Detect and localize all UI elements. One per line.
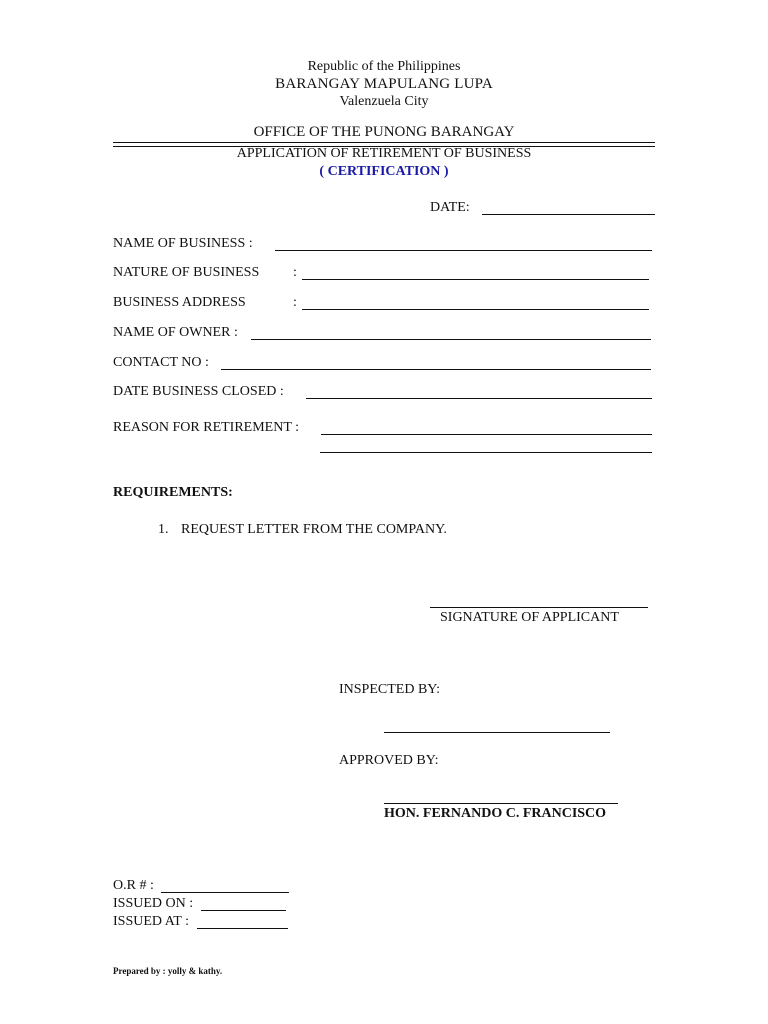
date-business-closed-label: DATE BUSINESS CLOSED :	[113, 384, 284, 399]
issued-at-line[interactable]	[197, 928, 288, 929]
header-barangay: BARANGAY MAPULANG LUPA	[275, 76, 493, 92]
requirement-number: 1.	[158, 522, 169, 537]
issued-on-label: ISSUED ON :	[113, 896, 194, 911]
name-of-business-label: NAME OF BUSINESS :	[113, 236, 253, 251]
or-number-label: O.R # :	[113, 878, 154, 893]
form-title: APPLICATION OF RETIREMENT OF BUSINESS	[236, 146, 532, 161]
nature-of-business-line[interactable]	[302, 279, 649, 280]
name-of-business-line[interactable]	[275, 250, 652, 251]
inspected-by-label: INSPECTED BY:	[339, 682, 441, 697]
business-address-label: BUSINESS ADDRESS	[113, 295, 246, 310]
nature-of-business-label: NATURE OF BUSINESS	[113, 265, 260, 280]
requirement-item: REQUEST LETTER FROM THE COMPANY.	[181, 522, 447, 537]
inspected-by-line[interactable]	[384, 732, 610, 733]
prepared-by: Prepared by : yolly & kathy.	[113, 966, 223, 976]
reason-for-retirement-line-2[interactable]	[320, 452, 652, 453]
date-business-closed-line[interactable]	[306, 398, 652, 399]
signature-label: SIGNATURE OF APPLICANT	[440, 610, 619, 625]
contact-no-label: CONTACT NO :	[113, 355, 209, 370]
requirements-heading: REQUIREMENTS:	[113, 485, 233, 500]
contact-no-line[interactable]	[221, 369, 651, 370]
reason-for-retirement-line-1[interactable]	[321, 434, 652, 435]
business-address-colon: :	[293, 295, 297, 310]
name-of-owner-label: NAME OF OWNER :	[113, 325, 238, 340]
issued-at-label: ISSUED AT :	[113, 914, 189, 929]
office-title: OFFICE OF THE PUNONG BARANGAY	[253, 124, 515, 140]
signature-line[interactable]	[430, 607, 648, 608]
reason-for-retirement-label: REASON FOR RETIREMENT :	[113, 420, 300, 435]
approved-by-label: APPROVED BY:	[339, 753, 439, 768]
header-country: Republic of the Philippines	[307, 59, 461, 74]
issued-on-line[interactable]	[201, 910, 286, 911]
form-subtitle: ( CERTIFICATION )	[319, 164, 449, 179]
date-field-line[interactable]	[482, 214, 655, 215]
header-city: Valenzuela City	[339, 94, 429, 109]
approved-by-line[interactable]	[384, 803, 618, 804]
nature-of-business-colon: :	[293, 265, 297, 280]
approver-name: HON. FERNANDO C. FRANCISCO	[384, 806, 607, 821]
or-number-line[interactable]	[161, 892, 289, 893]
name-of-owner-line[interactable]	[251, 339, 651, 340]
business-address-line[interactable]	[302, 309, 649, 310]
date-label: DATE:	[430, 200, 470, 215]
